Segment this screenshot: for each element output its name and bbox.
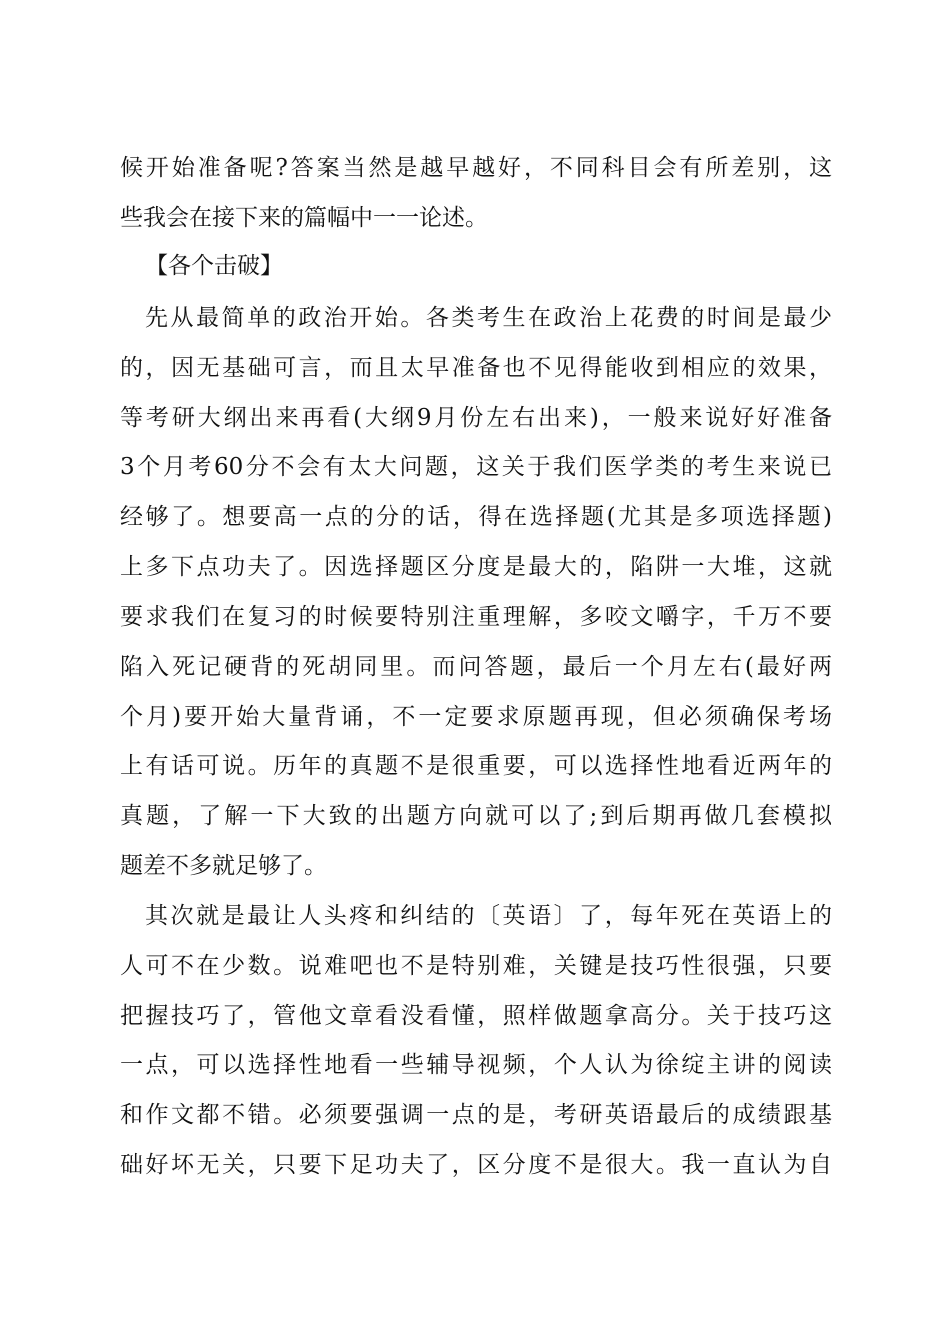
paragraph1-line-9: 个月)要开始大量背诵，不一定要求原题再现，但必须确保考场 <box>120 704 832 730</box>
paragraph1-line-8: 陷入死记硬背的死胡同里。而问答题，最后一个月左右(最好两 <box>120 654 832 680</box>
paragraph1-line-5: 经够了。想要高一点的分的话，得在选择题(尤其是多项选择题) <box>120 504 832 530</box>
paragraph2-line-2: 人可不在少数。说难吧也不是特别难，关键是技巧性很强，只要 <box>120 953 832 979</box>
paragraph2-line-4: 一点，可以选择性地看一些辅导视频，个人认为徐绽主讲的阅读 <box>120 1052 832 1078</box>
paragraph1-line-2: 的，因无基础可言，而且太早准备也不见得能收到相应的效果， <box>120 355 832 381</box>
paragraph1-line-3: 等考研大纲出来再看(大纲9月份左右出来)，一般来说好好准备 <box>120 405 832 431</box>
paragraph1-line-4: 3个月考60分不会有太大问题，这关于我们医学类的考生来说已 <box>120 454 832 480</box>
intro-line-1: 候开始准备呢?答案当然是越早越好，不同科目会有所差别，这 <box>120 155 832 181</box>
intro-line-2: 些我会在接下来的篇幅中一一论述。 <box>120 205 488 231</box>
paragraph1-line-12: 题差不多就足够了。 <box>120 853 327 879</box>
paragraph2-line-1: 其次就是最让人头疼和纠结的〔英语〕了，每年死在英语上的 <box>145 903 832 929</box>
paragraph1-line-1: 先从最简单的政治开始。各类考生在政治上花费的时间是最少 <box>145 305 832 331</box>
paragraph1-line-11: 真题，了解一下大致的出题方向就可以了;到后期再做几套模拟 <box>120 803 832 829</box>
paragraph2-line-3: 把握技巧了，管他文章看没看懂，照样做题拿高分。关于技巧这 <box>120 1003 832 1029</box>
paragraph1-line-10: 上有话可说。历年的真题不是很重要，可以选择性地看近两年的 <box>120 753 832 779</box>
paragraph1-line-6: 上多下点功夫了。因选择题区分度是最大的，陷阱一大堆，这就 <box>120 554 832 580</box>
paragraph2-line-6: 础好坏无关，只要下足功夫了，区分度不是很大。我一直认为自 <box>120 1152 832 1178</box>
paragraph2-line-5: 和作文都不错。必须要强调一点的是，考研英语最后的成绩跟基 <box>120 1102 832 1128</box>
section-heading: 【各个击破】 <box>145 253 283 279</box>
paragraph1-line-7: 要求我们在复习的时候要特别注重理解，多咬文嚼字，千万不要 <box>120 604 832 630</box>
